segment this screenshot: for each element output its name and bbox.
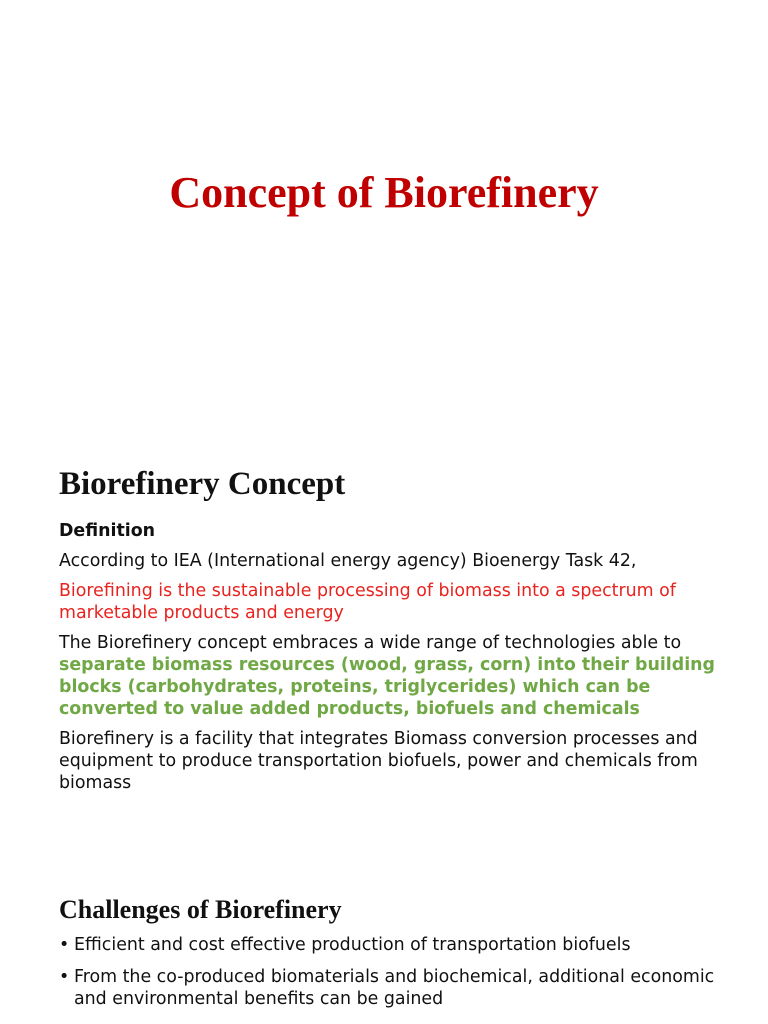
- iea-line: According to IEA (International energy agency) Bioenergy Task 42,: [59, 551, 637, 571]
- concept-highlight: separate biomass resources (wood, grass, corn) into their building blocks (carbohydrates, proteins, triglycerides) which can be converted to value added products, biofuels and chemicals: [59, 655, 715, 719]
- bullet-icon: •: [59, 967, 70, 987]
- section-heading-challenges: Challenges of Biorefinery: [59, 895, 342, 924]
- facility-text: Biorefinery is a facility that integrates Biomass conversion processes and equipment to produce transportation biofuels, power and chemicals from biomass: [59, 729, 698, 793]
- challenges-section: [59, 894, 739, 1010]
- definition-quote: Biorefining is the sustainable processing of biomass into a spectrum of marketable products and energy: [59, 581, 676, 623]
- list-item: [59, 934, 739, 956]
- challenges-list: [59, 934, 739, 1010]
- definition-label: Definition: [59, 521, 156, 541]
- slide-title: Concept of Biorefinery: [169, 168, 599, 217]
- biorefinery-concept-section: [59, 464, 739, 794]
- bullet-icon: •: [59, 935, 70, 955]
- concept-paragraph: [59, 632, 739, 720]
- list-item: [59, 966, 739, 1010]
- list-item-text: From the co-produced biomaterials and biochemical, additional economic and environmental benefits can be gained: [74, 967, 715, 1009]
- list-item-text: Efficient and cost effective production of transportation biofuels: [74, 935, 631, 955]
- section-heading-concept: Biorefinery Concept: [59, 466, 346, 502]
- concept-intro: The Biorefinery concept embraces a wide range of technologies able to: [59, 633, 682, 653]
